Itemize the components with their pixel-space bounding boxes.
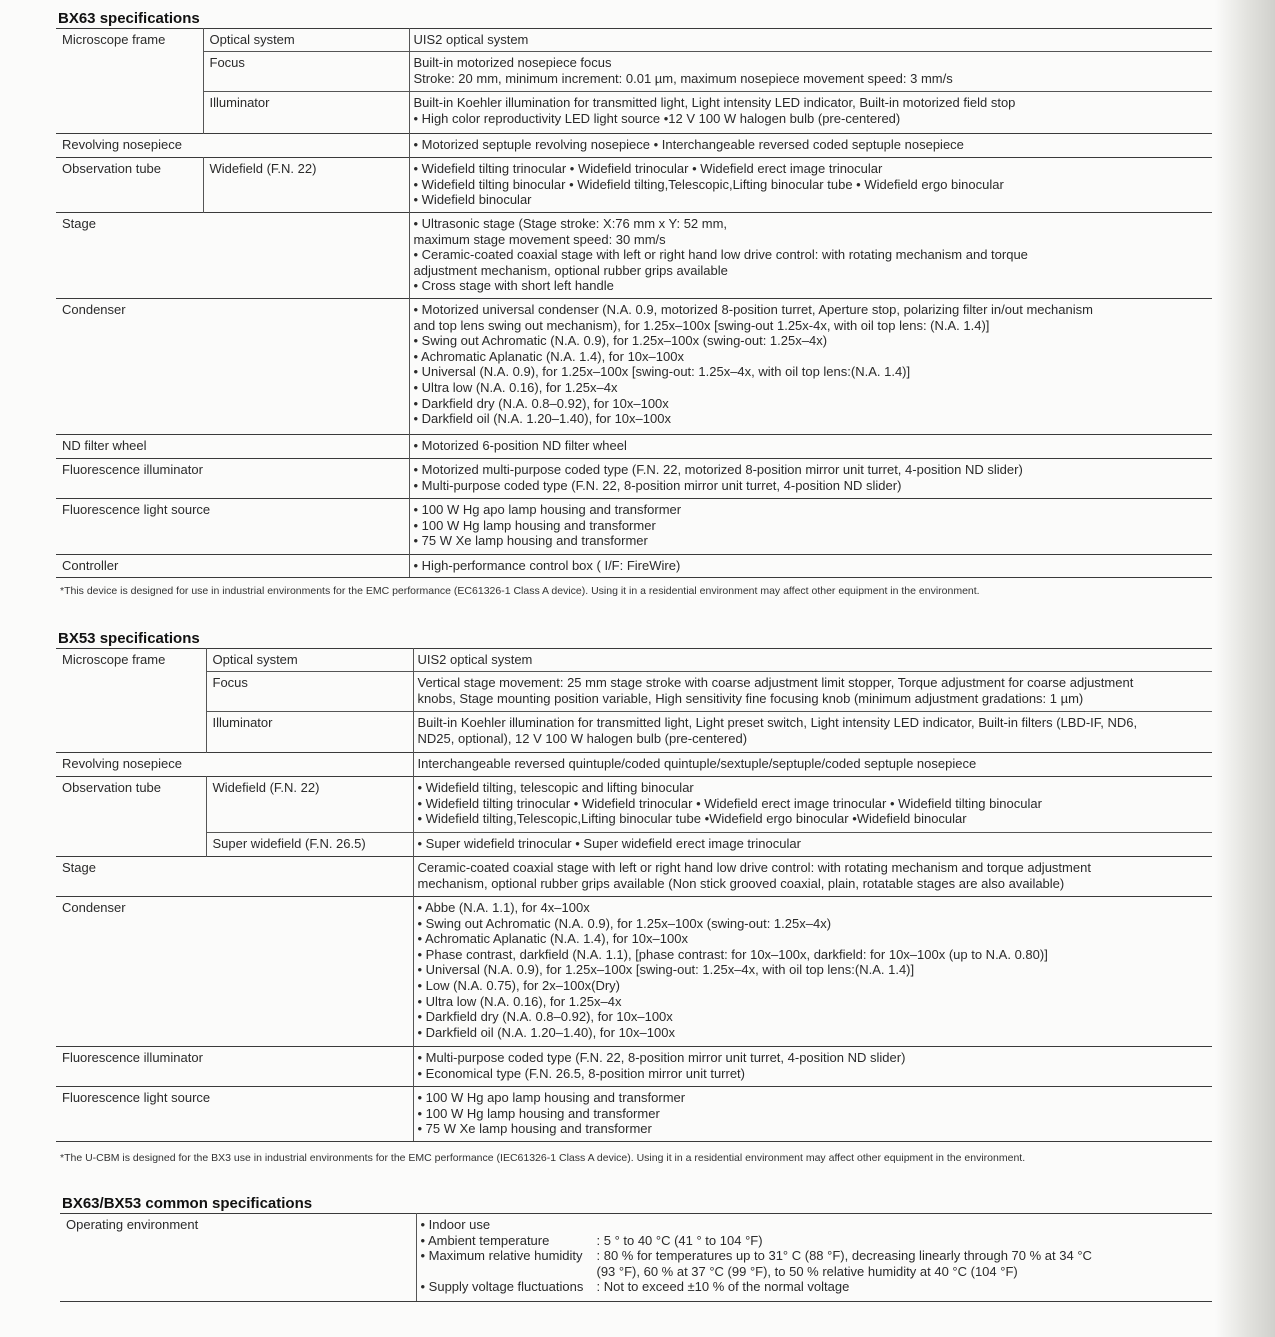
bx53-section: [56, 630, 1212, 1142]
row-category: Revolving nosepiece: [56, 753, 413, 777]
env-label: • Maximum relative humidity: [420, 1248, 583, 1264]
value-line: • Swing out Achromatic (N.A. 0.9), for 1.25x–100x (swing-out: 1.25x–4x): [417, 915, 832, 931]
row-value: [409, 555, 1212, 578]
table-row: [56, 459, 1212, 499]
value-line: • Super widefield trinocular • Super widefield erect image trinocular: [417, 836, 801, 851]
value-line: • Motorized universal condenser (N.A. 0.9, motorized 8-position turret, Aperture stop, polarizing filter in/out mechanism: [413, 302, 1093, 317]
row-category: Fluorescence light source: [56, 1087, 413, 1142]
table-row: [56, 712, 1212, 753]
value-line: • Ultra low (N.A. 0.16), for 1.25x–4x: [417, 993, 622, 1009]
table-row: [56, 52, 1212, 92]
row-value: [409, 299, 1212, 435]
row-subcategory: Focus: [206, 672, 413, 712]
table-row: [56, 555, 1212, 578]
row-subcategory: Optical system: [203, 29, 409, 52]
value-line: Vertical stage movement: 25 mm stage stroke with coarse adjustment limit stopper, Torque adjustment for coarse adjustment: [417, 675, 1134, 690]
value-line: • Widefield tilting trinocular • Widefield trinocular • Widefield erect image trinocular • Widefield tilting binocular: [417, 795, 1042, 811]
row-category: Controller: [56, 555, 409, 578]
value-line: adjustment mechanism, optional rubber grips available: [413, 262, 728, 278]
row-value: [413, 649, 1212, 672]
bx53-spec-table: [56, 648, 1212, 1142]
bx53-title: BX53 specifications: [58, 630, 200, 647]
bx53-footnote: *The U-CBM is designed for the BX3 use in industrial environments for the EMC performance (IEC61326-1 Class A device). Using it in a residential environment may affect other equipment in the environment.: [60, 1152, 1026, 1164]
value-line: UIS2 optical system: [417, 652, 533, 667]
table-row: [56, 134, 1212, 158]
value-line: • Universal (N.A. 0.9), for 1.25x–100x [swing-out: 1.25x–4x, with oil top lens:(N.A. 1.4)]: [413, 364, 911, 380]
row-category: Condenser: [56, 299, 409, 435]
row-subcategory: Focus: [203, 52, 409, 92]
env-label: • Supply voltage fluctuations: [420, 1279, 584, 1295]
row-subcategory: Optical system: [206, 649, 413, 672]
env-label: • Indoor use: [420, 1217, 491, 1232]
table-row: [56, 857, 1212, 897]
table-row: [56, 1087, 1212, 1142]
row-value: [409, 29, 1212, 52]
row-value: [409, 435, 1212, 459]
env-value: : 5 ° to 40 °C (41 ° to 104 °F): [596, 1232, 763, 1248]
env-value: : 80 % for temperatures up to 31° C (88 °F), decreasing linearly through 70 % at 34 °C: [596, 1248, 1092, 1264]
environment-list: [421, 1217, 1207, 1295]
row-subcategory: Super widefield (F.N. 26.5): [206, 833, 413, 857]
row-category: ND filter wheel: [56, 435, 409, 459]
value-line: Stroke: 20 mm, minimum increment: 0.01 µm, maximum nosepiece movement speed: 3 mm/s: [413, 70, 953, 86]
row-category: Stage: [56, 857, 413, 897]
env-value: [597, 1217, 1207, 1233]
table-row: [56, 897, 1212, 1047]
table-row: [56, 1047, 1212, 1087]
value-line: • Ultrasonic stage (Stage stroke: X:76 mm x Y: 52 mm,: [413, 216, 728, 231]
value-line: Built-in Koehler illumination for transmitted light, Light intensity LED indicator, Built-in motorized field stop: [413, 95, 1016, 110]
value-line: • 100 W Hg lamp housing and transformer: [417, 1105, 660, 1121]
value-line: knobs, Stage mounting position variable, High sensitivity fine focusing knob (minimum adjustment gradations: 1 µm): [417, 690, 1084, 706]
table-row: [56, 435, 1212, 459]
value-line: maximum stage movement speed: 30 mm/s: [413, 231, 666, 247]
value-line: • Widefield tilting, telescopic and lifting binocular: [417, 780, 694, 795]
row-category: Microscope frame: [56, 649, 206, 753]
row-subcategory: Illuminator: [203, 92, 409, 134]
value-line: • Widefield tilting binocular • Widefield tilting,Telescopic,Lifting binocular tube • Widefield ergo binocular: [413, 176, 1004, 192]
table-row: [56, 649, 1212, 672]
value-line: • 75 W Xe lamp housing and transformer: [413, 533, 648, 549]
row-category: Fluorescence illuminator: [56, 459, 409, 499]
row-value: [413, 833, 1212, 857]
value-line: • Darkfield oil (N.A. 1.20–1.40), for 10x–100x: [417, 1024, 675, 1040]
common-title: BX63/BX53 common specifications: [62, 1195, 313, 1212]
row-subcategory: Illuminator: [206, 712, 413, 753]
row-value: [409, 158, 1212, 213]
value-line: • Ceramic-coated coaxial stage with left or right hand low drive control: with rotating mechanism and torque: [413, 247, 1028, 263]
table-row: [56, 92, 1212, 134]
table-row: [56, 499, 1212, 555]
row-category: Revolving nosepiece: [56, 134, 409, 158]
row-subcategory: Widefield (F.N. 22): [203, 158, 409, 213]
bx63-spec-table: [56, 28, 1212, 578]
value-line: • Darkfield oil (N.A. 1.20–1.40), for 10x–100x: [413, 411, 671, 427]
value-line: and top lens swing out mechanism), for 1.25x–100x [swing-out 1.25x-4x, with oil top lens: (N.A. 1.4)]: [413, 317, 990, 333]
row-category: Fluorescence illuminator: [56, 1047, 413, 1087]
row-value: [413, 897, 1212, 1047]
value-line: UIS2 optical system: [413, 32, 529, 47]
value-line: • Cross stage with short left handle: [413, 278, 614, 294]
table-row: [56, 753, 1212, 777]
row-value: [413, 1047, 1212, 1087]
table-row: [56, 213, 1212, 299]
value-line: • High color reproductivity LED light source •12 V 100 W halogen bulb (pre-centered): [413, 110, 901, 126]
value-line: Built-in Koehler illumination for transmitted light, Light preset switch, Light intensity LED indicator, Built-in filters (LBD-IF, ND6,: [417, 715, 1138, 730]
env-value: (93 °F), 60 % at 37 °C (99 °F), to 50 % relative humidity at 40 °C (104 °F): [596, 1263, 1018, 1279]
row-value: [413, 712, 1212, 753]
row-category: Stage: [56, 213, 409, 299]
bx63-section: [56, 10, 1212, 578]
bx63-footnote: *This device is designed for use in industrial environments for the EMC performance (EC61326-1 Class A device). Using it in a residential environment may affect other equipment in the environment.: [60, 585, 980, 597]
row-value: [409, 459, 1212, 499]
env-label: • Ambient temperature: [420, 1232, 550, 1248]
row-category: Condenser: [56, 897, 413, 1047]
row-value: [413, 672, 1212, 712]
row-category: Observation tube: [56, 777, 206, 857]
row-value: [413, 777, 1212, 833]
row-subcategory: Widefield (F.N. 22): [206, 777, 413, 833]
row-value: [409, 52, 1212, 92]
row-value: [416, 1214, 1212, 1302]
value-line: • High-performance control box ( I/F: FireWire): [413, 558, 681, 573]
value-line: • Universal (N.A. 0.9), for 1.25x–100x [swing-out: 1.25x–4x, with oil top lens:(N.A. 1.4)]: [417, 962, 915, 978]
table-row: [56, 158, 1212, 213]
value-line: • Darkfield dry (N.A. 0.8–0.92), for 10x–100x: [417, 1009, 673, 1025]
value-line: • Widefield binocular: [413, 192, 532, 208]
table-row: [60, 1214, 1212, 1302]
value-line: • Widefield tilting,Telescopic,Lifting binocular tube •Widefield ergo binocular •Widefield binocular: [417, 811, 967, 827]
row-value: [409, 134, 1212, 158]
value-line: • Economical type (F.N. 26.5, 8-position mirror unit turret): [417, 1065, 746, 1081]
row-category: Fluorescence light source: [56, 499, 409, 555]
row-category: Operating environment: [60, 1214, 416, 1302]
row-value: [409, 499, 1212, 555]
env-label: [421, 1264, 597, 1280]
row-value: [413, 857, 1212, 897]
value-line: • Multi-purpose coded type (F.N. 22, 8-position mirror unit turret, 4-position ND slider): [417, 1050, 906, 1065]
value-line: • Motorized multi-purpose coded type (F.N. 22, motorized 8-position mirror unit turret, 4-position ND slider): [413, 462, 1023, 477]
value-line: • Motorized 6-position ND filter wheel: [413, 438, 627, 453]
value-line: Ceramic-coated coaxial stage with left or right hand low drive control: with rotating mechanism and torque adjustment: [417, 860, 1091, 875]
value-line: • Low (N.A. 0.75), for 2x–100x(Dry): [417, 977, 621, 993]
value-line: • 75 W Xe lamp housing and transformer: [417, 1121, 652, 1137]
common-section: [60, 1195, 1212, 1302]
value-line: • Achromatic Aplanatic (N.A. 1.4), for 10x–100x: [417, 931, 688, 947]
common-spec-table: [60, 1213, 1212, 1302]
table-row: [56, 777, 1212, 833]
value-line: • Multi-purpose coded type (F.N. 22, 8-position mirror unit turret, 4-position ND slider): [413, 477, 902, 493]
row-category: Observation tube: [56, 158, 203, 213]
row-value: [413, 1087, 1212, 1142]
row-category: Microscope frame: [56, 29, 203, 134]
row-value: [409, 92, 1212, 134]
table-row: [56, 833, 1212, 857]
value-line: Built-in motorized nosepiece focus: [413, 55, 612, 70]
page-edge-shadow: [1215, 0, 1275, 1337]
value-line: • Swing out Achromatic (N.A. 0.9), for 1.25x–100x (swing-out: 1.25x–4x): [413, 333, 828, 349]
row-value: [409, 213, 1212, 299]
value-line: • 100 W Hg apo lamp housing and transformer: [417, 1090, 686, 1105]
row-value: [413, 753, 1212, 777]
env-value: : Not to exceed ±10 % of the normal voltage: [596, 1279, 850, 1295]
value-line: • Motorized septuple revolving nosepiece • Interchangeable reversed coded septuple nosepiece: [413, 137, 964, 152]
value-line: • Darkfield dry (N.A. 0.8–0.92), for 10x–100x: [413, 395, 669, 411]
value-line: • Widefield tilting trinocular • Widefield trinocular • Widefield erect image trinocular: [413, 161, 883, 176]
value-line: mechanism, optional rubber grips available (Non stick grooved coaxial, plain, rotatable stages are also available): [417, 875, 1065, 891]
bx63-title: BX63 specifications: [58, 10, 200, 27]
value-line: • 100 W Hg lamp housing and transformer: [413, 517, 656, 533]
value-line: • Abbe (N.A. 1.1), for 4x–100x: [417, 900, 590, 915]
value-line: • 100 W Hg apo lamp housing and transformer: [413, 502, 682, 517]
table-row: [56, 672, 1212, 712]
value-line: Interchangeable reversed quintuple/coded quintuple/sextuple/septuple/coded septuple nosepiece: [417, 756, 977, 771]
value-line: • Ultra low (N.A. 0.16), for 1.25x–4x: [413, 379, 618, 395]
value-line: • Achromatic Aplanatic (N.A. 1.4), for 10x–100x: [413, 348, 684, 364]
table-row: [56, 29, 1212, 52]
value-line: ND25, optional), 12 V 100 W halogen bulb (pre-centered): [417, 730, 748, 746]
value-line: • Phase contrast, darkfield (N.A. 1.1), [phase contrast: for 10x–100x, darkfield: for 10x–100x (up to N.A. 0.80)]: [417, 946, 1048, 962]
table-row: [56, 299, 1212, 435]
